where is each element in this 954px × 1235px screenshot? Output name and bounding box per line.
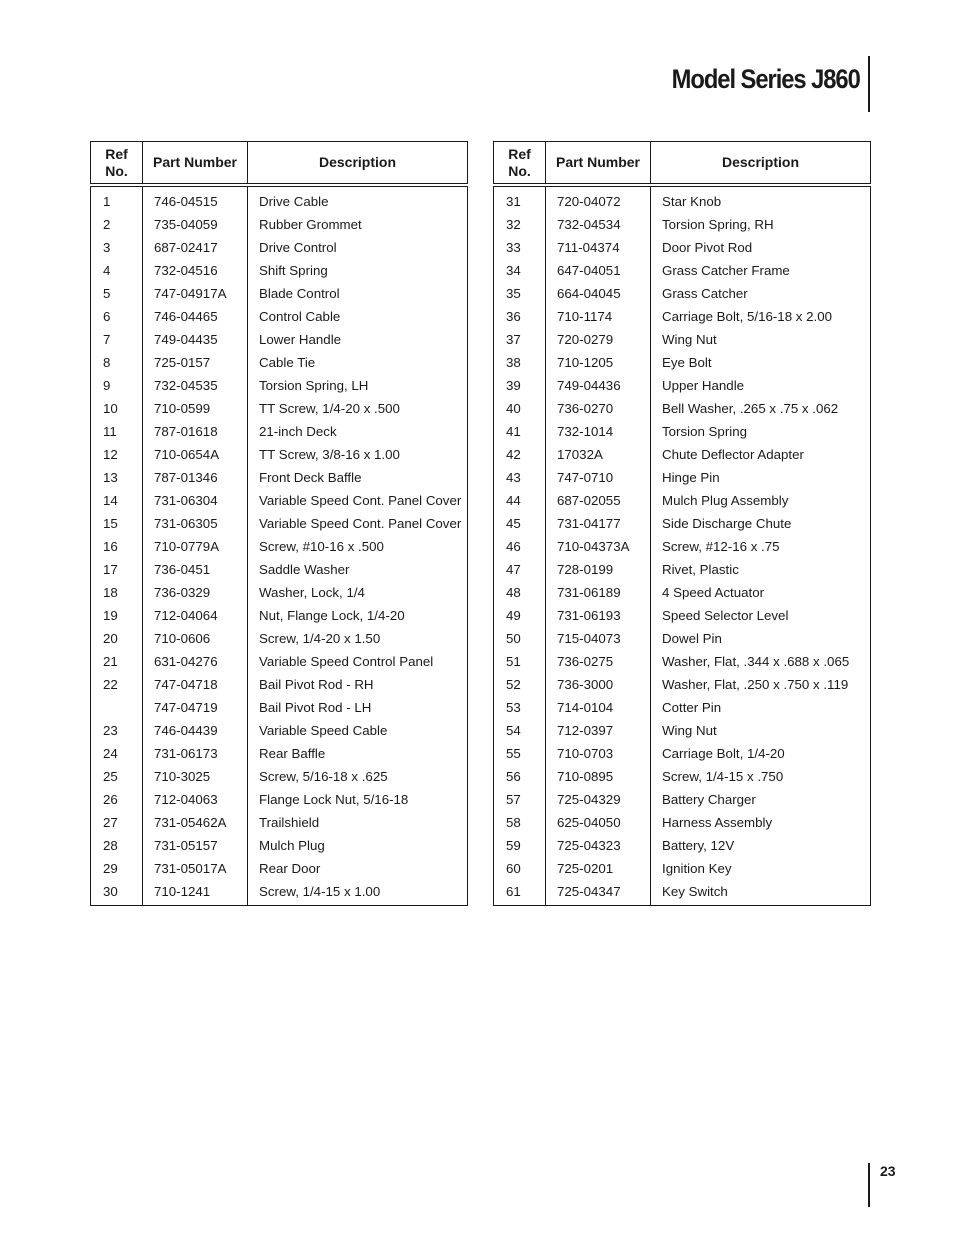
description-cell: Nut, Flange Lock, 1/4-20 <box>259 608 405 623</box>
description-cell: TT Screw, 1/4-20 x .500 <box>259 401 400 416</box>
description-cell: Mulch Plug Assembly <box>662 493 789 508</box>
description-cell: Bail Pivot Rod - LH <box>259 700 372 715</box>
page-title: Model Series J860 <box>671 64 860 94</box>
ref-no-cell: 55 <box>494 742 546 765</box>
table-row <box>494 420 871 443</box>
ref-no-cell: 41 <box>494 420 546 443</box>
part-number-cell: 731-06304 <box>143 489 248 512</box>
ref-no-cell: 49 <box>494 604 546 627</box>
ref-no-cell: 1 <box>91 185 143 213</box>
ref-no-cell: 32 <box>494 213 546 236</box>
table-header-row <box>91 142 468 186</box>
table-row <box>91 397 468 420</box>
ref-no-cell: 2 <box>91 213 143 236</box>
table-row <box>91 696 468 719</box>
description-header: Description <box>651 142 871 186</box>
description-cell: Variable Speed Cont. Panel Cover <box>259 493 462 508</box>
table-row <box>494 259 871 282</box>
ref-no-cell: 57 <box>494 788 546 811</box>
table-row <box>494 696 871 719</box>
part-number-cell: 720-04072 <box>546 185 651 213</box>
part-number-header: Part Number <box>143 142 248 186</box>
part-number-cell: 746-04465 <box>143 305 248 328</box>
ref-no-cell: 22 <box>91 673 143 696</box>
part-number-cell: 725-04323 <box>546 834 651 857</box>
ref-no-cell: 18 <box>91 581 143 604</box>
part-number-cell: 710-0654A <box>143 443 248 466</box>
table-row <box>91 834 468 857</box>
part-number-cell: 736-0275 <box>546 650 651 673</box>
description-cell: Speed Selector Level <box>662 608 789 623</box>
description-cell: Saddle Washer <box>259 562 350 577</box>
description-cell: Screw, 1/4-20 x 1.50 <box>259 631 381 646</box>
description-cell: Rear Door <box>259 861 321 876</box>
ref-no-cell: 27 <box>91 811 143 834</box>
description-cell: Washer, Lock, 1/4 <box>259 585 365 600</box>
part-number-cell: 710-0779A <box>143 535 248 558</box>
table-row <box>91 374 468 397</box>
part-number-cell: 710-0599 <box>143 397 248 420</box>
parts-table-left <box>90 141 468 906</box>
part-number-cell: 736-0270 <box>546 397 651 420</box>
description-cell: Grass Catcher <box>662 286 748 301</box>
table-row <box>91 581 468 604</box>
part-number-cell: 731-05157 <box>143 834 248 857</box>
table-row <box>91 351 468 374</box>
table-header-row <box>494 142 871 186</box>
ref-no-header: Ref No. <box>91 142 143 186</box>
ref-no-cell: 4 <box>91 259 143 282</box>
table-row <box>494 834 871 857</box>
part-number-cell: 714-0104 <box>546 696 651 719</box>
description-cell: Mulch Plug <box>259 838 325 853</box>
ref-no-cell: 3 <box>91 236 143 259</box>
table-row <box>494 880 871 906</box>
table-row <box>91 765 468 788</box>
ref-no-cell: 54 <box>494 719 546 742</box>
ref-no-cell: 6 <box>91 305 143 328</box>
description-cell: Washer, Flat, .250 x .750 x .119 <box>662 677 849 692</box>
description-cell: Door Pivot Rod <box>662 240 753 255</box>
part-number-cell: 712-0397 <box>546 719 651 742</box>
ref-no-cell: 14 <box>91 489 143 512</box>
table-row <box>494 581 871 604</box>
part-number-cell: 711-04374 <box>546 236 651 259</box>
table-row <box>494 857 871 880</box>
table-row <box>494 305 871 328</box>
table-row <box>91 236 468 259</box>
ref-no-cell: 31 <box>494 185 546 213</box>
part-number-cell: 710-1205 <box>546 351 651 374</box>
ref-no-cell: 8 <box>91 351 143 374</box>
part-number-cell: 787-01618 <box>143 420 248 443</box>
ref-no-cell: 7 <box>91 328 143 351</box>
description-cell: Ignition Key <box>662 861 732 876</box>
ref-no-cell: 46 <box>494 535 546 558</box>
description-cell: Star Knob <box>662 194 722 209</box>
description-cell: Variable Speed Control Panel <box>259 654 434 669</box>
part-number-cell: 17032A <box>546 443 651 466</box>
description-cell: Cable Tie <box>259 355 316 370</box>
ref-no-cell: 25 <box>91 765 143 788</box>
table-row <box>91 489 468 512</box>
description-cell: Bell Washer, .265 x .75 x .062 <box>662 401 839 416</box>
table-row <box>494 213 871 236</box>
part-number-cell: 747-0710 <box>546 466 651 489</box>
ref-no-cell: 28 <box>91 834 143 857</box>
table-row <box>494 489 871 512</box>
ref-no-cell: 35 <box>494 282 546 305</box>
description-cell: Torsion Spring, RH <box>662 217 774 232</box>
ref-no-cell: 26 <box>91 788 143 811</box>
description-cell: Variable Speed Cont. Panel Cover <box>259 516 462 531</box>
part-number-cell: 749-04435 <box>143 328 248 351</box>
part-number-cell: 712-04063 <box>143 788 248 811</box>
description-cell: Battery Charger <box>662 792 756 807</box>
table-row <box>91 512 468 535</box>
description-cell: Blade Control <box>259 286 340 301</box>
part-number-cell: 647-04051 <box>546 259 651 282</box>
table-row <box>91 328 468 351</box>
part-number-cell: 732-04516 <box>143 259 248 282</box>
ref-no-cell: 48 <box>494 581 546 604</box>
part-number-cell: 631-04276 <box>143 650 248 673</box>
table-row <box>91 811 468 834</box>
description-cell: Screw, 1/4-15 x .750 <box>662 769 784 784</box>
description-cell: Screw, #10-16 x .500 <box>259 539 384 554</box>
title-rule <box>868 56 870 112</box>
table-row <box>494 185 871 213</box>
description-cell: Trailshield <box>259 815 320 830</box>
ref-no-cell: 23 <box>91 719 143 742</box>
ref-no-cell: 58 <box>494 811 546 834</box>
description-cell: Screw, 5/16-18 x .625 <box>259 769 388 784</box>
ref-no-cell: 45 <box>494 512 546 535</box>
table-row <box>91 788 468 811</box>
description-cell: Cotter Pin <box>662 700 722 715</box>
ref-no-cell: 59 <box>494 834 546 857</box>
part-number-cell: 731-05017A <box>143 857 248 880</box>
table-row <box>494 374 871 397</box>
part-number-cell: 625-04050 <box>546 811 651 834</box>
table-row <box>494 558 871 581</box>
table-row <box>91 535 468 558</box>
ref-no-cell: 9 <box>91 374 143 397</box>
table-row <box>494 282 871 305</box>
table-row <box>494 604 871 627</box>
table-row <box>91 673 468 696</box>
description-cell: Wing Nut <box>662 332 717 347</box>
description-cell: Dowel Pin <box>662 631 722 646</box>
ref-no-cell: 44 <box>494 489 546 512</box>
description-cell: TT Screw, 3/8-16 x 1.00 <box>259 447 400 462</box>
part-number-cell: 725-04329 <box>546 788 651 811</box>
table-row <box>91 558 468 581</box>
part-number-cell: 732-04534 <box>546 213 651 236</box>
description-cell: Carriage Bolt, 1/4-20 <box>662 746 785 761</box>
part-number-cell: 731-05462A <box>143 811 248 834</box>
ref-no-cell: 56 <box>494 765 546 788</box>
description-cell: Wing Nut <box>662 723 717 738</box>
table-row <box>91 259 468 282</box>
ref-no-cell: 10 <box>91 397 143 420</box>
parts-table-body <box>91 185 468 906</box>
table-row <box>494 512 871 535</box>
description-cell: Torsion Spring, LH <box>259 378 369 393</box>
ref-no-header: Ref No. <box>494 142 546 186</box>
description-cell: Battery, 12V <box>662 838 735 853</box>
table-row <box>91 213 468 236</box>
part-number-cell: 710-1241 <box>143 880 248 906</box>
part-number-cell: 725-0201 <box>546 857 651 880</box>
description-cell: Rubber Grommet <box>259 217 362 232</box>
ref-no-cell: 19 <box>91 604 143 627</box>
table-row <box>91 466 468 489</box>
part-number-cell: 787-01346 <box>143 466 248 489</box>
part-number-cell: 736-3000 <box>546 673 651 696</box>
table-row <box>494 328 871 351</box>
part-number-cell: 710-3025 <box>143 765 248 788</box>
table-row <box>91 650 468 673</box>
part-number-cell: 687-02055 <box>546 489 651 512</box>
table-row <box>494 535 871 558</box>
description-cell: Variable Speed Cable <box>259 723 388 738</box>
part-number-cell: 746-04439 <box>143 719 248 742</box>
description-cell: Eye Bolt <box>662 355 712 370</box>
table-row <box>91 719 468 742</box>
ref-no-cell: 37 <box>494 328 546 351</box>
description-cell: Hinge Pin <box>662 470 720 485</box>
table-row <box>91 420 468 443</box>
ref-no-cell: 43 <box>494 466 546 489</box>
ref-no-cell: 21 <box>91 650 143 673</box>
description-cell: 4 Speed Actuator <box>662 585 765 600</box>
part-number-cell: 732-04535 <box>143 374 248 397</box>
ref-no-cell: 50 <box>494 627 546 650</box>
page-number-rule <box>868 1163 870 1207</box>
ref-no-cell: 15 <box>91 512 143 535</box>
table-row <box>91 880 468 906</box>
part-number-cell: 710-1174 <box>546 305 651 328</box>
ref-no-cell: 61 <box>494 880 546 906</box>
ref-no-cell: 40 <box>494 397 546 420</box>
table-row <box>494 742 871 765</box>
ref-no-cell: 13 <box>91 466 143 489</box>
part-number-cell: 731-06173 <box>143 742 248 765</box>
ref-no-cell: 20 <box>91 627 143 650</box>
ref-no-cell: 51 <box>494 650 546 673</box>
table-row <box>494 397 871 420</box>
ref-no-cell: 38 <box>494 351 546 374</box>
table-row <box>91 857 468 880</box>
ref-no-cell: 30 <box>91 880 143 906</box>
description-cell: Drive Cable <box>259 194 329 209</box>
part-number-cell: 728-0199 <box>546 558 651 581</box>
table-row <box>494 627 871 650</box>
ref-no-cell: 11 <box>91 420 143 443</box>
description-cell: Bail Pivot Rod - RH <box>259 677 374 692</box>
part-number-cell: 720-0279 <box>546 328 651 351</box>
ref-no-cell: 29 <box>91 857 143 880</box>
table-row <box>494 236 871 259</box>
description-cell: Torsion Spring <box>662 424 747 439</box>
part-number-cell: 712-04064 <box>143 604 248 627</box>
description-cell: Grass Catcher Frame <box>662 263 790 278</box>
ref-no-cell: 52 <box>494 673 546 696</box>
description-cell: Rivet, Plastic <box>662 562 739 577</box>
part-number-cell: 710-04373A <box>546 535 651 558</box>
part-number-cell: 710-0606 <box>143 627 248 650</box>
part-number-cell: 725-0157 <box>143 351 248 374</box>
ref-no-cell: 12 <box>91 443 143 466</box>
page-number: 23 <box>880 1163 896 1179</box>
part-number-cell: 731-06189 <box>546 581 651 604</box>
description-cell: Upper Handle <box>662 378 745 393</box>
description-cell: Side Discharge Chute <box>662 516 792 531</box>
table-row <box>494 673 871 696</box>
description-cell: 21-inch Deck <box>259 424 337 439</box>
ref-no-cell: 16 <box>91 535 143 558</box>
part-number-cell: 731-06193 <box>546 604 651 627</box>
description-cell: Key Switch <box>662 884 728 899</box>
description-cell: Screw, #12-16 x .75 <box>662 539 780 554</box>
part-number-cell: 731-04177 <box>546 512 651 535</box>
description-cell: Control Cable <box>259 309 341 324</box>
table-row <box>494 351 871 374</box>
ref-no-cell: 17 <box>91 558 143 581</box>
ref-no-cell: 5 <box>91 282 143 305</box>
table-row <box>494 443 871 466</box>
table-row <box>91 282 468 305</box>
ref-no-cell: 60 <box>494 857 546 880</box>
description-cell: Carriage Bolt, 5/16-18 x 2.00 <box>662 309 833 324</box>
ref-no-cell: 34 <box>494 259 546 282</box>
table-row <box>91 443 468 466</box>
description-header: Description <box>248 142 468 186</box>
part-number-cell: 715-04073 <box>546 627 651 650</box>
ref-no-cell: 47 <box>494 558 546 581</box>
description-cell: Shift Spring <box>259 263 328 278</box>
part-number-cell: 732-1014 <box>546 420 651 443</box>
description-cell: Screw, 1/4-15 x 1.00 <box>259 884 381 899</box>
table-row <box>91 627 468 650</box>
table-row <box>494 765 871 788</box>
ref-no-cell: 36 <box>494 305 546 328</box>
table-row <box>91 742 468 765</box>
description-cell: Front Deck Baffle <box>259 470 362 485</box>
ref-no-cell: 24 <box>91 742 143 765</box>
table-row <box>494 650 871 673</box>
part-number-cell: 731-06305 <box>143 512 248 535</box>
part-number-header: Part Number <box>546 142 651 186</box>
part-number-cell: 664-04045 <box>546 282 651 305</box>
part-number-cell: 710-0895 <box>546 765 651 788</box>
ref-no-cell: 42 <box>494 443 546 466</box>
description-cell: Chute Deflector Adapter <box>662 447 804 462</box>
table-row <box>494 719 871 742</box>
table-row <box>91 185 468 213</box>
description-cell: Washer, Flat, .344 x .688 x .065 <box>662 654 850 669</box>
part-number-cell: 747-04719 <box>143 696 248 719</box>
description-cell: Harness Assembly <box>662 815 773 830</box>
table-row <box>494 466 871 489</box>
ref-no-cell: 53 <box>494 696 546 719</box>
ref-no-cell <box>91 696 143 719</box>
description-cell: Flange Lock Nut, 5/16-18 <box>259 792 409 807</box>
part-number-cell: 747-04718 <box>143 673 248 696</box>
part-number-cell: 749-04436 <box>546 374 651 397</box>
part-number-cell: 736-0451 <box>143 558 248 581</box>
parts-table-body <box>494 185 871 906</box>
part-number-cell: 735-04059 <box>143 213 248 236</box>
table-row <box>494 788 871 811</box>
table-row <box>91 305 468 328</box>
description-cell: Drive Control <box>259 240 337 255</box>
description-cell: Rear Baffle <box>259 746 326 761</box>
table-row <box>91 604 468 627</box>
parts-table-right <box>493 141 871 906</box>
description-cell: Lower Handle <box>259 332 342 347</box>
table-row <box>494 811 871 834</box>
ref-no-cell: 33 <box>494 236 546 259</box>
part-number-cell: 687-02417 <box>143 236 248 259</box>
part-number-cell: 746-04515 <box>143 185 248 213</box>
part-number-cell: 747-04917A <box>143 282 248 305</box>
part-number-cell: 710-0703 <box>546 742 651 765</box>
ref-no-cell: 39 <box>494 374 546 397</box>
part-number-cell: 736-0329 <box>143 581 248 604</box>
part-number-cell: 725-04347 <box>546 880 651 906</box>
